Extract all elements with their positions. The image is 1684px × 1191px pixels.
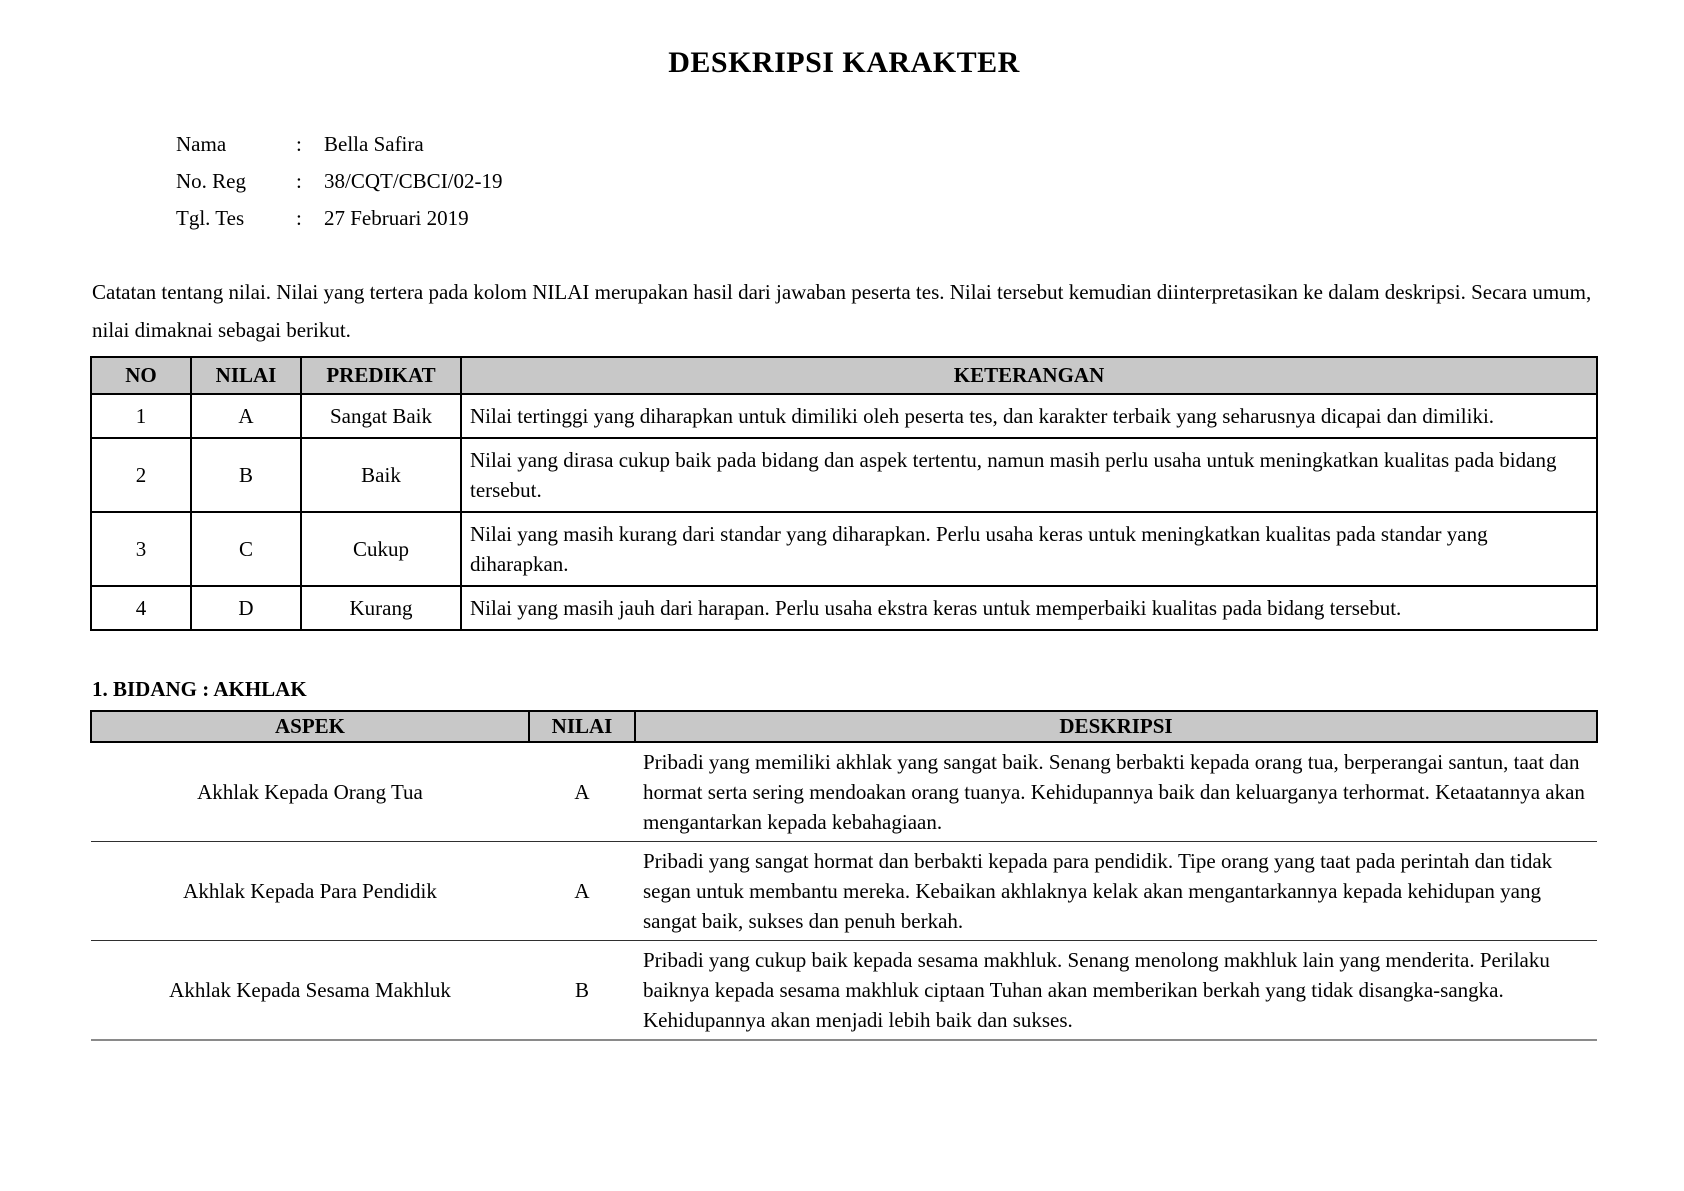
grade-predikat-cell: Sangat Baik [301, 394, 461, 438]
table-row [91, 941, 1597, 1041]
aspect-grade-cell: A [529, 842, 635, 941]
aspect-name-cell: Akhlak Kepada Orang Tua [91, 742, 529, 842]
aspect-description-cell: Pribadi yang cukup baik kepada sesama makhluk. Senang menolong makhluk lain yang menderita. Perilaku baiknya kepada sesama makhluk ciptaan Tuhan akan memberikan berkah yang tidak disangka-sangka. Kehidupannya akan menjadi lebih baik dan sukses. [635, 941, 1597, 1041]
identity-label: Nama [176, 132, 227, 156]
grade-nilai-cell: A [191, 394, 301, 438]
grading-note: Catatan tentang nilai. Nilai yang tertera pada kolom NILAI merupakan hasil dari jawaban peserta tes. Nilai tersebut kemudian diinterpretasikan ke dalam deskripsi. Secara umum, nilai dimaknai sebagai berikut. [92, 280, 1592, 342]
identity-separator: : [296, 206, 302, 230]
identity-label: No. Reg [176, 169, 246, 193]
grade-no-cell: 3 [91, 512, 191, 586]
identity-separator: : [296, 132, 302, 156]
grade-no-cell: 2 [91, 438, 191, 512]
document-page [90, 0, 1598, 1041]
aspect-description-cell: Pribadi yang sangat hormat dan berbakti kepada para pendidik. Tipe orang yang taat pada perintah dan tidak segan untuk membantu mereka. Kebaikan akhlaknya kelak akan mengantarkannya kepada kehidupan yang sangat baik, sukses dan penuh berkah. [635, 842, 1597, 941]
aspect-name-cell: Akhlak Kepada Para Pendidik [91, 842, 529, 941]
identity-row-noreg [176, 163, 1598, 200]
grade-no-cell: 4 [91, 586, 191, 630]
section-heading-akhlak: 1. BIDANG : AKHLAK [92, 677, 307, 701]
grade-header-predikat: PREDIKAT [301, 357, 461, 394]
page-title: DESKRIPSI KARAKTER [668, 46, 1020, 79]
grade-header-keterangan: KETERANGAN [461, 357, 1597, 394]
table-row [91, 512, 1597, 586]
grade-header-row [91, 357, 1597, 394]
grade-header-nilai: NILAI [191, 357, 301, 394]
grade-no-cell: 1 [91, 394, 191, 438]
aspect-header-deskripsi: DESKRIPSI [635, 711, 1597, 742]
identity-row-tgltes [176, 200, 1598, 237]
identity-separator: : [296, 169, 302, 193]
aspect-name-cell: Akhlak Kepada Sesama Makhluk [91, 941, 529, 1041]
identity-block [176, 126, 1598, 237]
grade-predikat-cell: Kurang [301, 586, 461, 630]
identity-value: 38/CQT/CBCI/02-19 [324, 169, 503, 193]
table-row [91, 842, 1597, 941]
grade-predikat-cell: Baik [301, 438, 461, 512]
identity-value: Bella Safira [324, 132, 424, 156]
akhlak-aspect-table [90, 710, 1598, 1041]
table-row [91, 586, 1597, 630]
grade-keterangan-cell: Nilai yang masih jauh dari harapan. Perlu usaha ekstra keras untuk memperbaiki kualitas pada bidang tersebut. [461, 586, 1597, 630]
grade-keterangan-cell: Nilai tertinggi yang diharapkan untuk dimiliki oleh peserta tes, dan karakter terbaik yang seharusnya dicapai dan dimiliki. [461, 394, 1597, 438]
grade-predikat-cell: Cukup [301, 512, 461, 586]
aspect-header-row [91, 711, 1597, 742]
grade-nilai-cell: B [191, 438, 301, 512]
grade-keterangan-cell: Nilai yang dirasa cukup baik pada bidang dan aspek tertentu, namun masih perlu usaha untuk meningkatkan kualitas pada bidang tersebut. [461, 438, 1597, 512]
identity-row-nama [176, 126, 1598, 163]
aspect-grade-cell: B [529, 941, 635, 1041]
aspect-grade-cell: A [529, 742, 635, 842]
aspect-description-cell: Pribadi yang memiliki akhlak yang sangat baik. Senang berbakti kepada orang tua, berperangai santun, taat dan hormat serta sering mendoakan orang tuanya. Kehidupannya baik dan keluarganya terhormat. Ketaatannya akan mengantarkan kepada kebahagiaan. [635, 742, 1597, 842]
table-row [91, 394, 1597, 438]
grade-legend-table [90, 356, 1598, 631]
aspect-header-nilai: NILAI [529, 711, 635, 742]
grade-nilai-cell: C [191, 512, 301, 586]
grade-keterangan-cell: Nilai yang masih kurang dari standar yang diharapkan. Perlu usaha keras untuk meningkatkan kualitas pada standar yang diharapkan. [461, 512, 1597, 586]
identity-label: Tgl. Tes [176, 206, 245, 230]
grade-nilai-cell: D [191, 586, 301, 630]
table-row [91, 438, 1597, 512]
grade-header-no: NO [91, 357, 191, 394]
table-row [91, 742, 1597, 842]
aspect-header-aspek: ASPEK [91, 711, 529, 742]
identity-value: 27 Februari 2019 [324, 206, 469, 230]
